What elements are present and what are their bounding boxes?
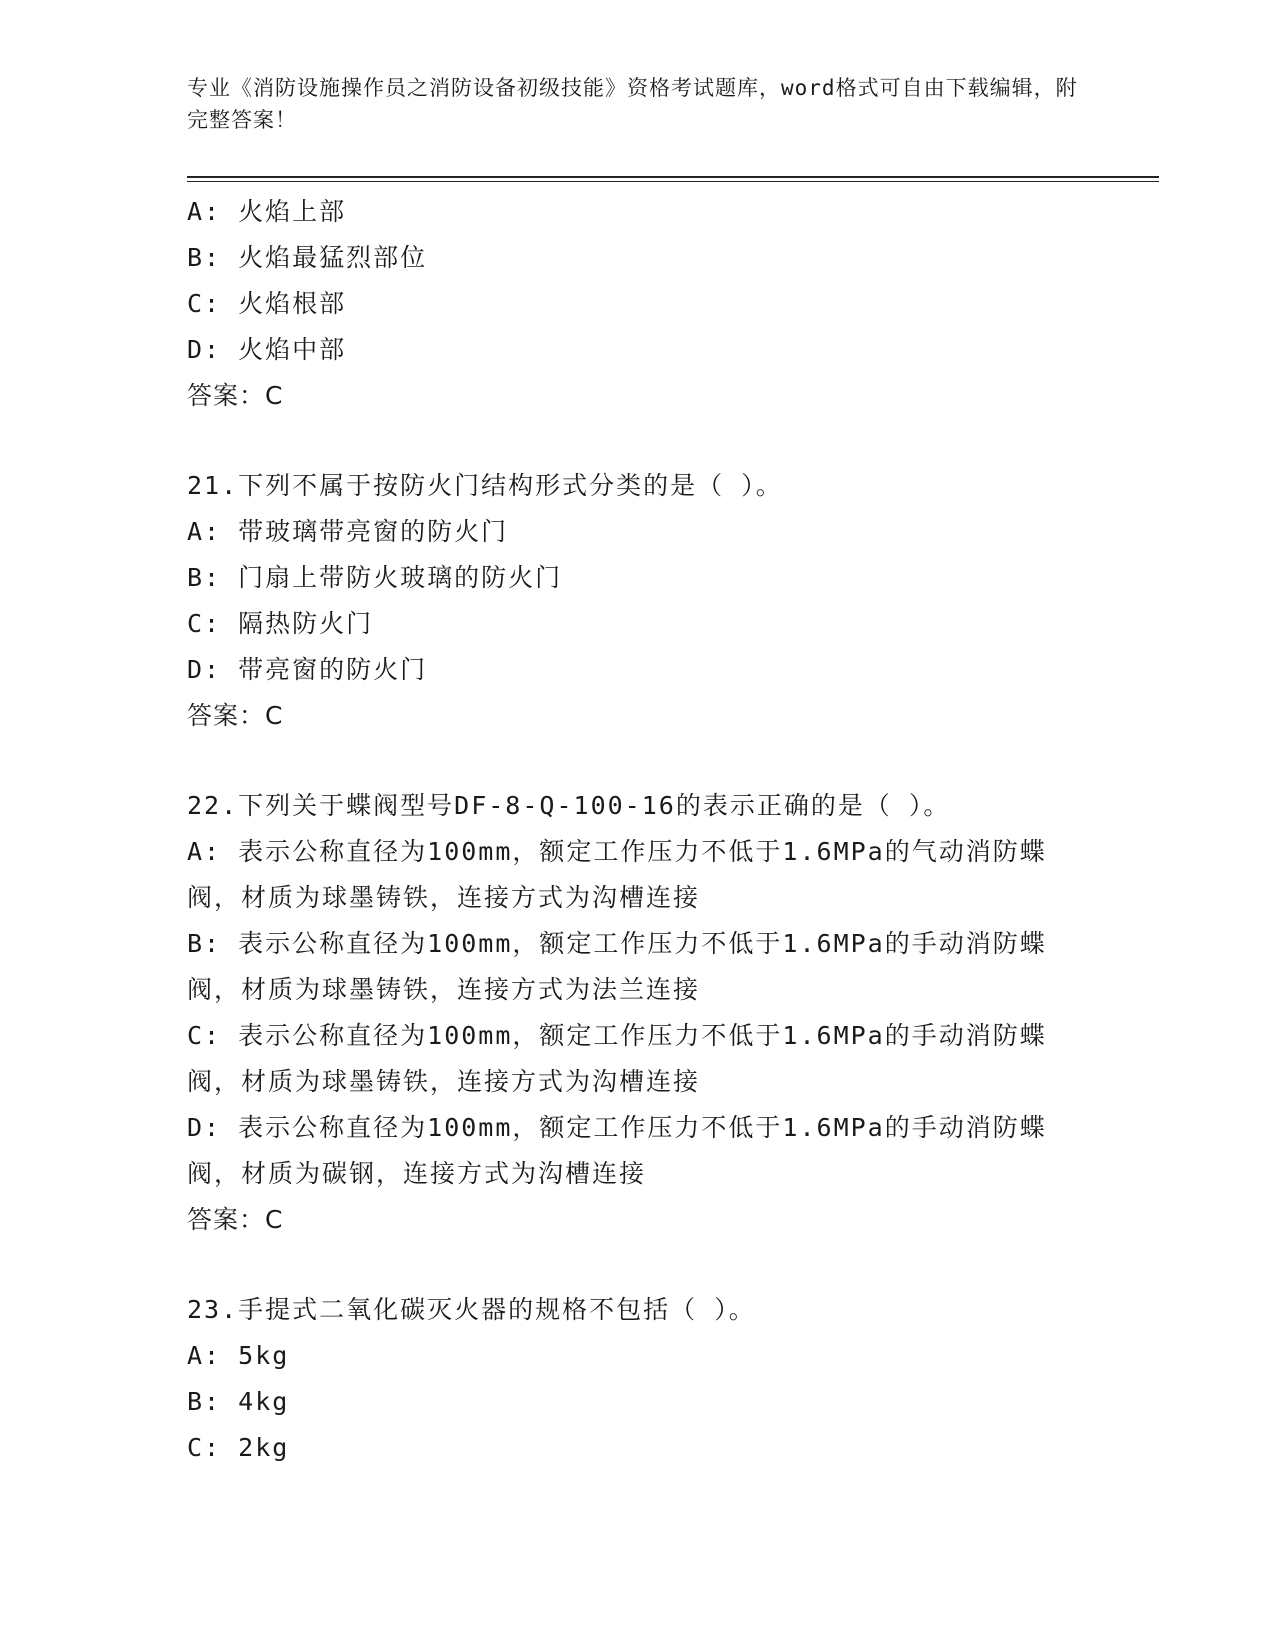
question-stem: 21.下列不属于按防火门结构形式分类的是（ ）。 [187, 471, 783, 500]
option-b: B: 门扇上带防火玻璃的防火门 [187, 563, 563, 592]
question-21-block [187, 463, 1087, 739]
option-d: D: 带亮窗的防火门 [187, 655, 428, 684]
question-22-block [187, 783, 1087, 1243]
option-a: A: 5kg [187, 1341, 290, 1370]
spacer [187, 739, 1087, 783]
option-d: D: 火焰中部 [187, 335, 347, 364]
option-a: A: 火焰上部 [187, 197, 347, 226]
option-a: A: 带玻璃带亮窗的防火门 [187, 517, 509, 546]
option-b: B: 表示公称直径为100mm，额定工作压力不低于1.6MPa的手动消防蝶阀，材质为球墨铸铁，连接方式为法兰连接 [187, 929, 1047, 1004]
answer-line: 答案：C [187, 701, 284, 730]
question-23-block [187, 1287, 1087, 1471]
answer-line: 答案：C [187, 1205, 284, 1234]
option-c: C: 火焰根部 [187, 289, 347, 318]
option-a: A: 表示公称直径为100mm，额定工作压力不低于1.6MPa的气动消防蝶阀，材质为球墨铸铁，连接方式为沟槽连接 [187, 837, 1047, 912]
answer-line: 答案：C [187, 381, 284, 410]
document-header-note: 专业《消防设施操作员之消防设备初级技能》资格考试题库，word格式可自由下载编辑，附完整答案！ [187, 76, 1078, 132]
question-stem: 22.下列关于蝶阀型号DF-8-Q-100-16的表示正确的是（ ）。 [187, 791, 951, 820]
option-b: B: 4kg [187, 1387, 290, 1416]
question-stem: 23.手提式二氧化碳灭火器的规格不包括（ ）。 [187, 1295, 756, 1324]
spacer [187, 419, 1087, 463]
option-d: D: 表示公称直径为100mm，额定工作压力不低于1.6MPa的手动消防蝶阀，材质为碳钢，连接方式为沟槽连接 [187, 1113, 1047, 1188]
option-c: C: 表示公称直径为100mm，额定工作压力不低于1.6MPa的手动消防蝶阀，材质为球墨铸铁，连接方式为沟槽连接 [187, 1021, 1047, 1096]
question-content [187, 189, 1087, 1471]
option-b: B: 火焰最猛烈部位 [187, 243, 428, 272]
option-c: C: 隔热防火门 [187, 609, 374, 638]
spacer [187, 1243, 1087, 1287]
option-c: C: 2kg [187, 1433, 290, 1462]
question-20-block [187, 189, 1087, 419]
header-divider-thin [187, 181, 1159, 182]
header-divider [187, 176, 1159, 178]
